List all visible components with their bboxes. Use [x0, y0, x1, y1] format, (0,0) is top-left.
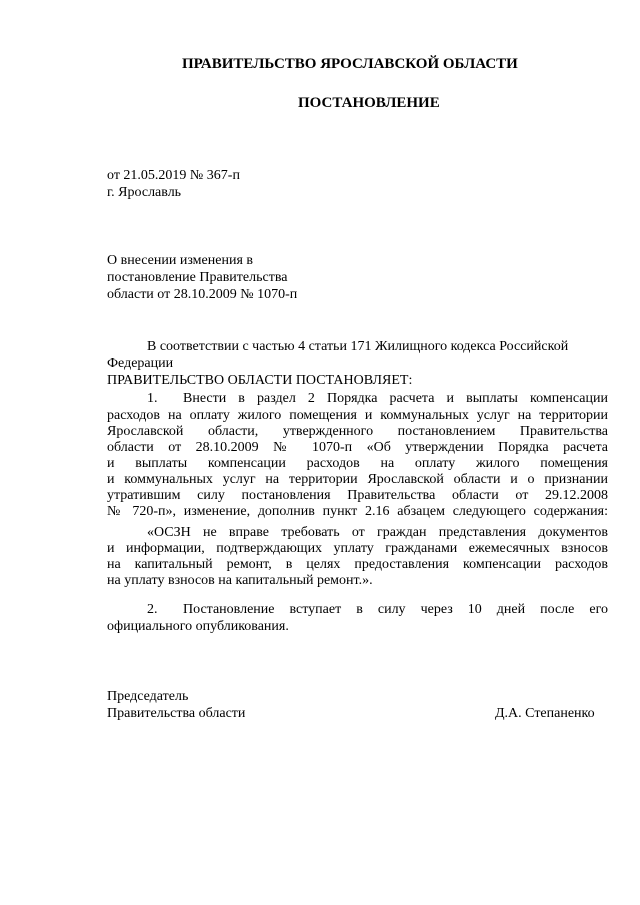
item-text-line: № 720-п», изменение, дополнив пункт 2.16 абзацем следующего содержания: [107, 504, 608, 519]
item-text-body [107, 408, 608, 520]
document-city: г. Ярославль [107, 185, 182, 200]
item-text-line: утратившим силу постановления Правительства области от 29.12.2008 [107, 488, 608, 503]
item-text-line: и коммунальных услуг на территории Ярославской области и о признании [107, 472, 608, 487]
government-title: ПРАВИТЕЛЬСТВО ЯРОСЛАВСКОЙ ОБЛАСТИ [182, 56, 518, 72]
subject-line: О внесении изменения в [107, 253, 253, 268]
subject-line: области от 28.10.2009 № 1070-п [107, 287, 298, 302]
document-date-number: от 21.05.2019 № 367-п [107, 168, 240, 183]
quote-line: «ОСЗН не вправе требовать от граждан представления документов [147, 525, 608, 540]
item-text-line: Внести в раздел 2 Порядка расчета и выплаты компенсации [183, 391, 608, 406]
quote-line: и информации, подтверждающих уплату гражданами ежемесячных взносов [107, 541, 608, 556]
item-text-line: области от 28.10.2009 № 1070-п «Об утверждении Порядка расчета [107, 440, 608, 455]
item-text-line: Ярославской области, утвержденного постановлением Правительства [107, 424, 608, 439]
item-number: 1. [147, 391, 158, 406]
signatory-title: Председатель [107, 689, 189, 704]
subject-line: постановление Правительства [107, 270, 288, 285]
preamble-line: В соответствии с частью 4 статьи 171 Жилищного кодекса Российской [147, 339, 569, 354]
item-text-line: Постановление вступает в силу через 10 дней после его [183, 602, 608, 617]
resolution-formula: ПРАВИТЕЛЬСТВО ОБЛАСТИ ПОСТАНОВЛЯЕТ: [107, 373, 413, 388]
signatory-title: Правительства области [107, 706, 246, 721]
preamble-line: Федерации [107, 356, 174, 371]
quoted-paragraph [107, 525, 608, 589]
item-number: 2. [147, 602, 158, 617]
quote-line: на капитальный ремонт, в целях предоставления компенсации расходов [107, 557, 608, 572]
item-text-line: официального опубликования. [107, 619, 289, 634]
signatory-name: Д.А. Степаненко [495, 706, 595, 721]
document-type: ПОСТАНОВЛЕНИЕ [298, 95, 440, 111]
item-text-line: расходов на оплату жилого помещения и коммунальных услуг на территории [107, 408, 608, 423]
item-text-line: и выплаты компенсации расходов на оплату жилого помещения [107, 456, 608, 471]
quote-line: на уплату взносов на капитальный ремонт.». [107, 573, 373, 588]
